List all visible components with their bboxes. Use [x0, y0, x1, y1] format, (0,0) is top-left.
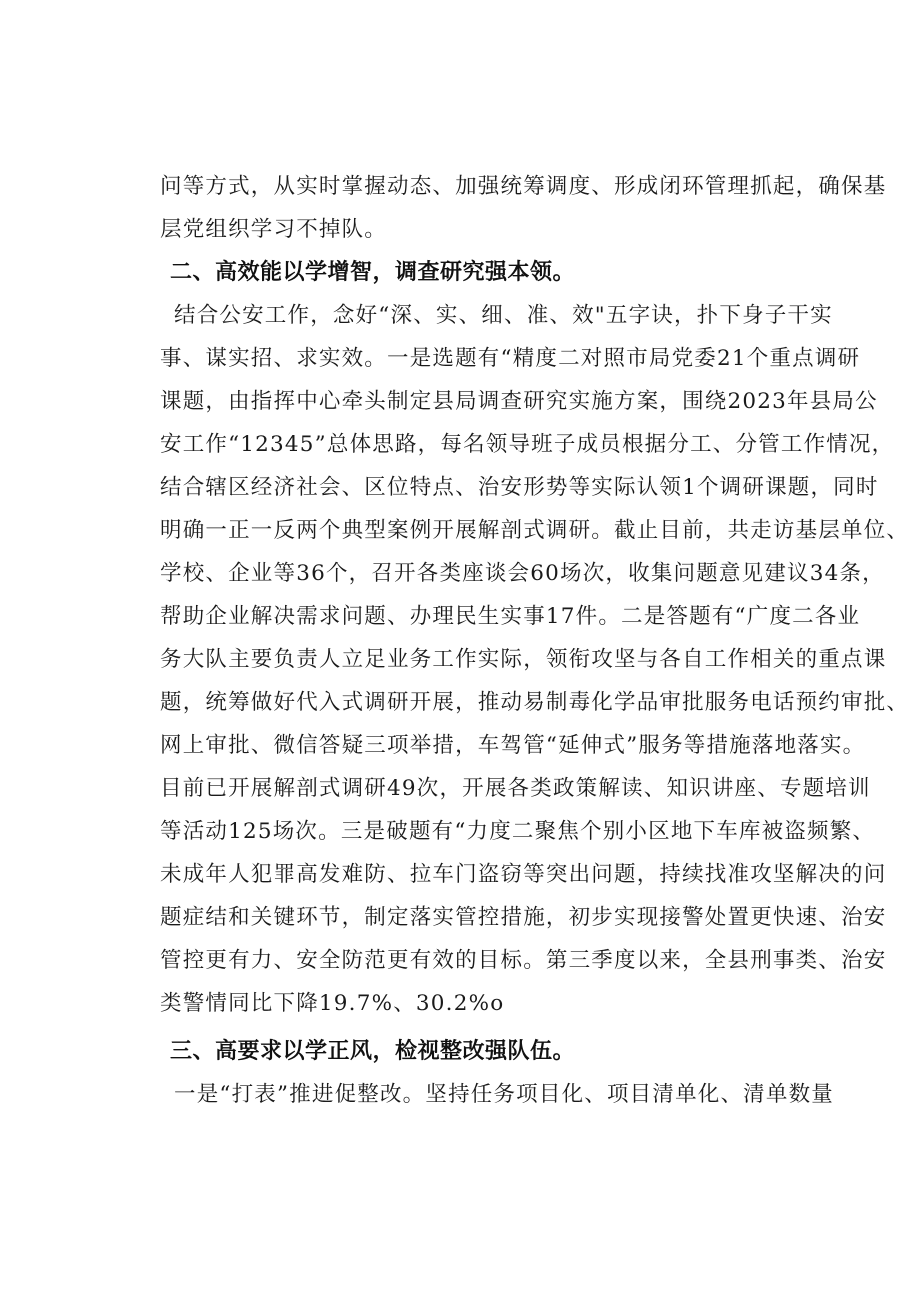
paragraph-2-line-2: 事、谋实招、求实效。一是选题有“精度二对照市局党委21个重点调研	[160, 346, 861, 371]
section-heading-3: 三、高要求以学正风，检视整改强队伍。	[170, 1039, 576, 1064]
paragraph-2-line-10: 题，统筹做好代入式调研开展，推动易制毒化学品审批服务电话预约审批、	[160, 690, 910, 715]
paragraph-2-line-13: 等活动125场次。三是破题有“力度二聚焦个别小区地下车库被盗频繁、	[160, 819, 876, 844]
paragraph-3-line-1: 一是“打表”推进促整改。坚持任务项目化、项目清单化、清单数量	[174, 1082, 834, 1107]
paragraph-2-line-16: 管控更有力、安全防范更有效的目标。第三季度以来，全县刑事类、治安	[160, 948, 887, 973]
section-heading-2: 二、高效能以学增智，调查研究强本领。	[170, 260, 576, 285]
paragraph-2-line-5: 结合辖区经济社会、区位特点、治安形势等实际认领1个调研课题，同时	[160, 475, 879, 500]
paragraph-2-line-6: 明确一正一反两个典型案例开展解剖式调研。截止目前，共走访基层单位、	[160, 518, 910, 543]
paragraph-2-line-4: 安工作“12345”总体思路，每名领导班子成员根据分工、分管工作情况，	[160, 432, 895, 457]
paragraph-2-line-3: 课题，由指挥中心牵头制定县局调查研究实施方案，围绕2023年县局公	[160, 389, 878, 414]
paragraph-2-line-15: 题症结和关键环节，制定落实管控措施，初步实现接警处置更快速、治安	[160, 905, 887, 930]
paragraph-2-line-1: 结合公安工作，念好“深、实、细、准、效"五字诀，扑下身子干实	[174, 303, 833, 328]
paragraph-2-line-12: 目前已开展解剖式调研49次，开展各类政策解读、知识讲座、专题培训	[160, 776, 871, 801]
paragraph-2-line-7: 学校、企业等36个，召开各类座谈会60场次，收集问题意见建议34条，	[160, 561, 885, 586]
paragraph-2-line-9: 务大队主要负责人立足业务工作实际，领衔攻坚与各自工作相关的重点课	[160, 647, 887, 672]
paragraph-1-line-1: 问等方式，从实时掌握动态、加强统筹调度、形成闭环管理抓起，确保基	[160, 174, 887, 199]
paragraph-1-line-2: 层党组织学习不掉队。	[160, 217, 388, 242]
paragraph-2-line-8: 帮助企业解决需求问题、办理民生实事17件。二是答题有“广度二各业	[160, 604, 861, 629]
paragraph-2-line-11: 网上审批、微信答疑三项举措，车驾管“延伸式”服务等措施落地落实。	[160, 733, 866, 758]
paragraph-2-line-17: 类警情同比下降19.7%、30.2%o	[160, 991, 505, 1016]
paragraph-2-line-14: 未成年人犯罪高发难防、拉车门盗窃等突出问题，持续找准攻坚解决的问	[160, 862, 887, 887]
